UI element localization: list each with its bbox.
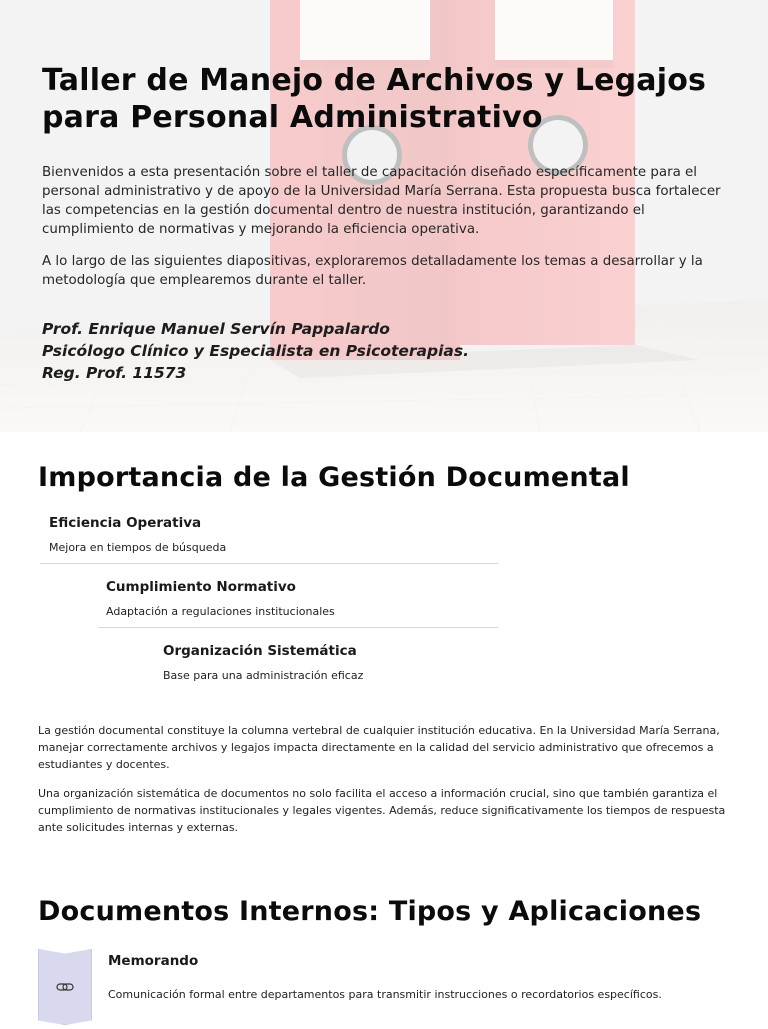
section-title: Documentos Internos: Tipos y Aplicaciones — [38, 896, 702, 927]
step-item — [38, 643, 500, 707]
step-divider — [40, 563, 498, 564]
hero-section — [0, 0, 768, 432]
body-paragraph: La gestión documental constituye la columna vertebral de cualquier institución educativa. En la Universidad María Serrana, manejar correctamente archivos y legajos impacta directamente en la calidad del servicio administrativo que ofrecemos a estudiantes y docentes. — [38, 724, 720, 771]
author-name: Prof. Enrique Manuel Servín Pappalardo — [42, 320, 390, 338]
importance-body — [38, 722, 738, 848]
doc-type-item — [38, 949, 738, 1029]
step-description: Base para una administración eficaz — [163, 669, 364, 682]
author-registration: Reg. Prof. 11573 — [42, 364, 187, 382]
page-title: Taller de Manejo de Archivos y Legajos para Personal Administrativo — [42, 63, 707, 135]
step-item — [38, 579, 500, 643]
step-description: Mejora en tiempos de búsqueda — [49, 541, 227, 554]
step-description: Adaptación a regulaciones institucionales — [106, 605, 335, 618]
step-title: Eficiencia Operativa — [49, 515, 202, 531]
intro-paragraph: Bienvenidos a esta presentación sobre el taller de capacitación diseñado específicamente para el personal administrativo y de apoyo de la Universidad María Serrana. Esta propuesta busca fortalecer las competencias en la gestión documental dentro de nuestra institución, garantizando el cumplimiento de normativas y mejorando la eficiencia operativa. — [42, 165, 721, 237]
section-title: Importancia de la Gestión Documental — [38, 462, 630, 493]
internal-docs-section — [38, 896, 738, 1029]
doc-type-tab — [38, 949, 92, 1025]
step-divider — [98, 627, 498, 628]
step-item — [38, 515, 500, 579]
overview-paragraph: A lo largo de las siguientes diapositivas, exploraremos detalladamente los temas a desarrollar y la metodología que emplearemos durante el taller. — [42, 254, 703, 288]
doc-type-title: Memorando — [108, 953, 199, 969]
step-title: Organización Sistemática — [163, 643, 357, 659]
step-title: Cumplimiento Normativo — [106, 579, 296, 595]
author-block — [42, 318, 732, 384]
link-icon — [56, 981, 74, 993]
author-role: Psicólogo Clínico y Especialista en Psicoterapias. — [42, 342, 469, 360]
doc-type-description: Comunicación formal entre departamentos para transmitir instrucciones o recordatorios específicos. — [108, 988, 662, 1001]
hero-content — [42, 62, 732, 384]
body-paragraph: Una organización sistemática de documentos no solo facilita el acceso a información crucial, sino que también garantiza el cumplimiento de normativas institucionales y legales vigentes. Además, reduce significativamente los tiempos de respuesta ante solicitudes internas y externas. — [38, 787, 726, 834]
importance-section — [38, 462, 738, 834]
steps-list — [38, 515, 500, 707]
